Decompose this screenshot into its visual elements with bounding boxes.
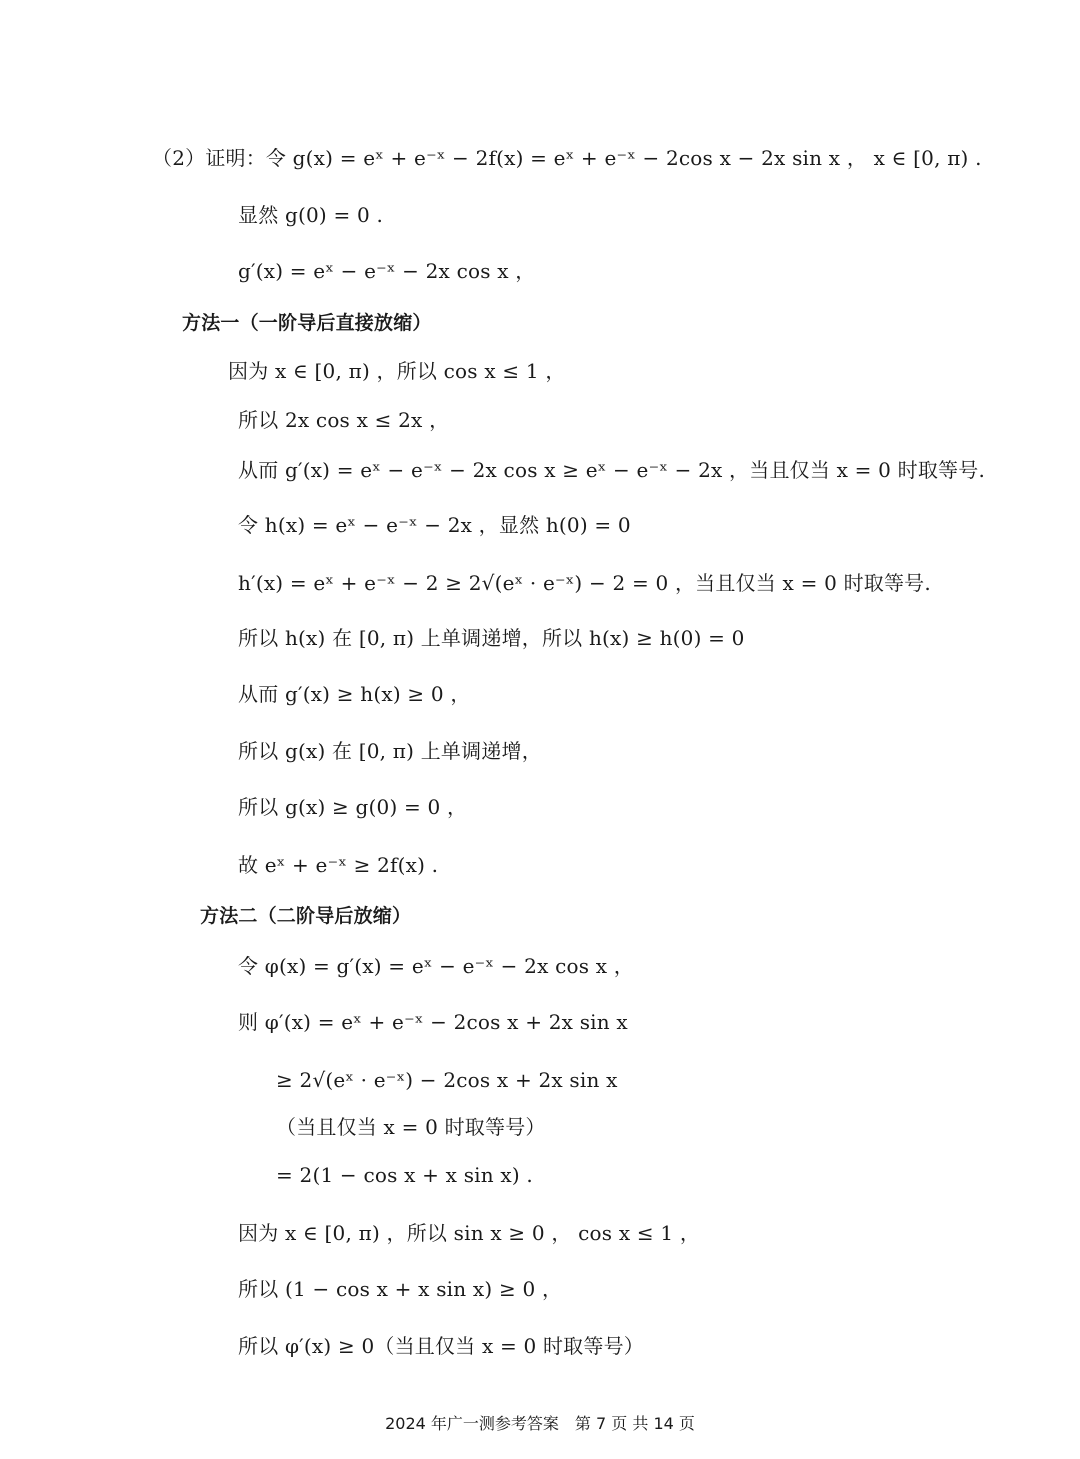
method-two-note: （当且仅当 x = 0 时取等号） [276, 1115, 546, 1139]
method-two-heading: 方法二（二阶导后放缩） [200, 905, 412, 927]
method-one-step-5: h′(x) = eˣ + e⁻ˣ − 2 ≥ 2√(eˣ · e⁻ˣ) − 2 = 0 ，当且仅当 x = 0 时取等号. [238, 571, 931, 595]
method-one-step-3: 从而 g′(x) = eˣ − e⁻ˣ − 2x cos x ≥ eˣ − e⁻ˣ − 2x ，当且仅当 x = 0 时取等号. [238, 458, 985, 482]
method-two-step-4: = 2(1 − cos x + x sin x) . [276, 1163, 533, 1187]
method-one-conclusion: 故 eˣ + e⁻ˣ ≥ 2f(x) . [238, 853, 439, 877]
method-one-step-1: 因为 x ∈ [0, π) ，所以 cos x ≤ 1 ， [228, 359, 566, 383]
method-two-step-3: ≥ 2√(eˣ · e⁻ˣ) − 2cos x + 2x sin x [276, 1068, 618, 1092]
method-one-step-6: 所以 h(x) 在 [0, π) 上单调递增，所以 h(x) ≥ h(0) = 0 [238, 626, 745, 650]
method-one-heading: 方法一（一阶导后直接放缩） [182, 312, 432, 334]
method-one-step-9: 所以 g(x) ≥ g(0) = 0 ， [238, 795, 468, 819]
method-one-step-2: 所以 2x cos x ≤ 2x ， [238, 408, 450, 432]
method-one-step-7: 从而 g′(x) ≥ h(x) ≥ 0 ， [238, 682, 471, 706]
method-one-step-8: 所以 g(x) 在 [0, π) 上单调递增， [238, 739, 542, 763]
method-two-step-1: 令 φ(x) = g′(x) = eˣ − e⁻ˣ − 2x cos x ， [238, 954, 635, 978]
method-two-step-5: 因为 x ∈ [0, π) ，所以 sin x ≥ 0 ， cos x ≤ 1 ， [238, 1221, 701, 1245]
page-footer: 2024 年广一测参考答案 第 7 页 共 14 页 [385, 1414, 695, 1433]
g-derivative-line: g′(x) = eˣ − e⁻ˣ − 2x cos x ， [238, 259, 536, 283]
proof-intro-line: （2）证明：令 g(x) = eˣ + e⁻ˣ − 2f(x) = eˣ + e⁻ˣ − 2cos x − 2x sin x ， x ∈ [0, π) . [152, 146, 982, 170]
method-two-step-2: 则 φ′(x) = eˣ + e⁻ˣ − 2cos x + 2x sin x [238, 1010, 628, 1034]
method-two-step-7: 所以 φ′(x) ≥ 0（当且仅当 x = 0 时取等号） [238, 1334, 644, 1358]
method-one-step-4: 令 h(x) = eˣ − e⁻ˣ − 2x ，显然 h(0) = 0 [238, 513, 631, 537]
method-two-step-6: 所以 (1 − cos x + x sin x) ≥ 0 ， [238, 1277, 563, 1301]
g-zero-line: 显然 g(0) = 0 . [238, 203, 384, 227]
